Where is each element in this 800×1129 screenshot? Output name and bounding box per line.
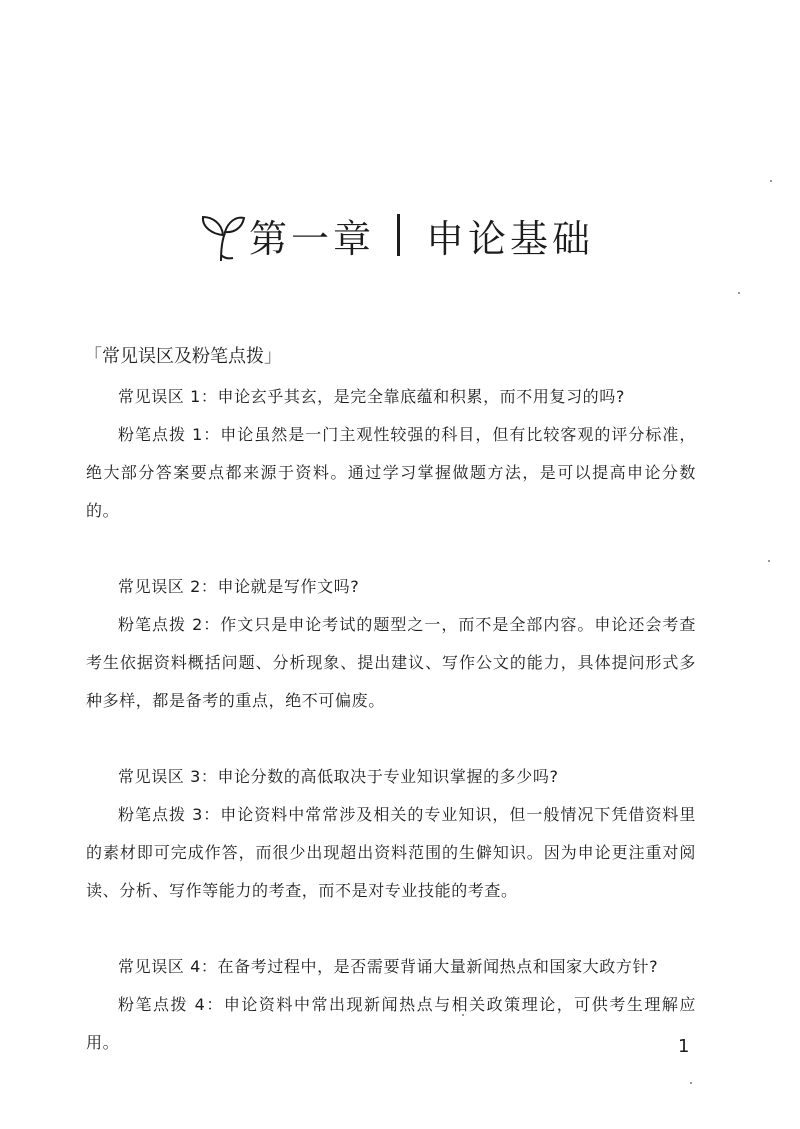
myth-2: 常见误区 2：申论就是写作文吗? <box>118 577 360 596</box>
chapter-header <box>195 200 594 270</box>
scan-speck <box>690 1082 692 1084</box>
myth-3: 常见误区 3：申论分数的高低取决于专业知识掌握的多少吗? <box>118 767 559 786</box>
tip-2: 粉笔点拨 2：作文只是申论考试的题型之一，而不是全部内容。申论还会考查考生依据资料概括问题、分析现象、提出建议、写作公文的能力，具体提问形式多种多样，都是备考的重点，绝不可偏废。 <box>86 615 696 710</box>
sprout-icon <box>195 207 247 263</box>
myth-1: 常见误区 1：申论玄乎其玄，是完全靠底蕴和积累，而不用复习的吗? <box>118 387 625 406</box>
scan-speck <box>768 560 770 562</box>
scan-speck <box>462 1014 464 1016</box>
tip-3: 粉笔点拨 3：申论资料中常常涉及相关的专业知识，但一般情况下凭借资料里的素材即可完成作答，而很少出现超出资料范围的生僻知识。因为申论更注重对阅读、分析、写作等能力的考查，而不是对专业技能的考查。 <box>86 805 696 900</box>
section-heading <box>84 342 282 368</box>
tip-1: 粉笔点拨 1：申论虽然是一门主观性较强的科目，但有比较客观的评分标准，绝大部分答案要点都来源于资料。通过学习掌握做题方法，是可以提高申论分数的。 <box>86 425 696 520</box>
chapter-divider <box>397 214 400 256</box>
tip-4: 粉笔点拨 4：申论资料中常出现新闻热点与相关政策理论，可供考生理解应用。 <box>86 995 696 1052</box>
heading-close-mark: 」 <box>264 346 282 367</box>
content-body <box>86 378 696 1062</box>
chapter-number: 第一章 <box>249 216 376 261</box>
scan-speck <box>770 180 772 182</box>
page-number: 1 <box>678 1036 690 1057</box>
section-heading-text: 常见误区及粉笔点拨 <box>102 346 264 367</box>
chapter-title: 申论基础 <box>426 216 595 261</box>
scan-speck <box>738 292 740 294</box>
myth-4: 常见误区 4：在备考过程中，是否需要背诵大量新闻热点和国家大政方针? <box>118 957 659 976</box>
heading-open-mark: 「 <box>84 346 102 367</box>
